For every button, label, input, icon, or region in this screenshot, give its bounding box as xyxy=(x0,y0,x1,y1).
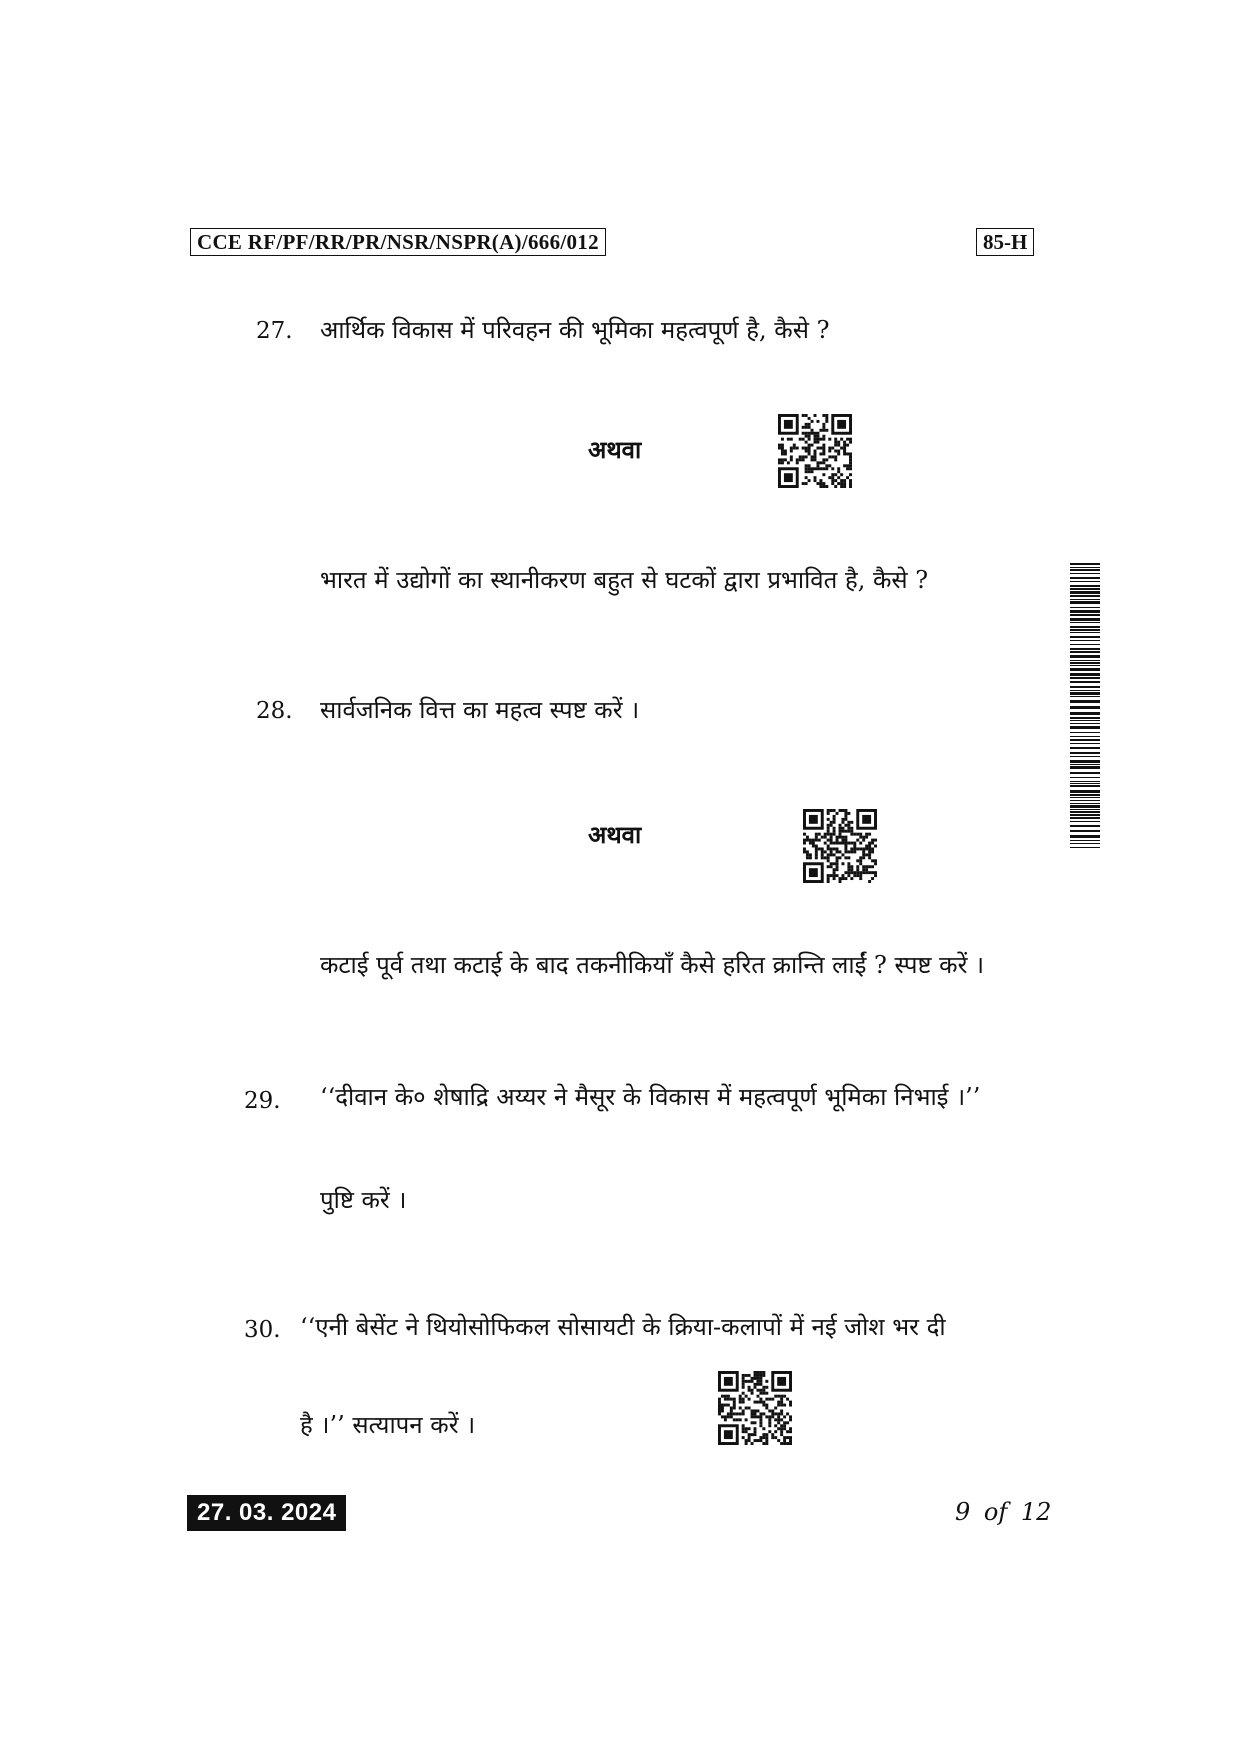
paper-code: 85-H xyxy=(976,228,1034,256)
question-29-number: 29. xyxy=(244,1088,281,1114)
question-30-line1: ‘‘एनी बेसेंट ने थियोसोफिकल सोसायटी के क्रिया-कलापों में नई जोश भर दी xyxy=(300,1313,946,1341)
question-27-number: 27. xyxy=(256,318,293,344)
barcode-vertical xyxy=(1070,563,1100,848)
question-27-or-label: अथवा xyxy=(588,435,642,464)
page-number: 9 of 12 xyxy=(955,1498,1052,1526)
question-30-line2: है ।’’ सत्यापन करें । xyxy=(300,1411,476,1439)
qr-code-3 xyxy=(718,1370,792,1446)
question-28-or-label: अथवा xyxy=(588,820,642,849)
qr-code-1 xyxy=(778,413,852,489)
question-27-alt-text: भारत में उद्योगों का स्थानीकरण बहुत से घटकों द्वारा प्रभावित है, कैसे ? xyxy=(320,566,929,594)
question-28-text: सार्वजनिक वित्त का महत्व स्पष्ट करें । xyxy=(320,696,640,724)
question-28-number: 28. xyxy=(256,698,293,724)
question-29-line1: ‘‘दीवान के० शेषाद्रि अय्यर ने मैसूर के विकास में महत्वपूर्ण भूमिका निभाई ।’’ xyxy=(320,1083,981,1111)
question-29-line2: पुष्टि करें । xyxy=(320,1186,407,1214)
exam-code: CCE RF/PF/RR/PR/NSR/NSPR(A)/666/012 xyxy=(190,228,606,256)
question-27-text: आर्थिक विकास में परिवहन की भूमिका महत्वपूर्ण है, कैसे ? xyxy=(320,316,830,344)
exam-date: 27. 03. 2024 xyxy=(187,1495,346,1531)
question-30-number: 30. xyxy=(244,1317,281,1343)
question-28-alt-text: कटाई पूर्व तथा कटाई के बाद तकनीकियाँ कैसे हरित क्रान्ति लाईं ? स्पष्ट करें । xyxy=(320,951,985,979)
qr-code-2 xyxy=(803,808,877,884)
